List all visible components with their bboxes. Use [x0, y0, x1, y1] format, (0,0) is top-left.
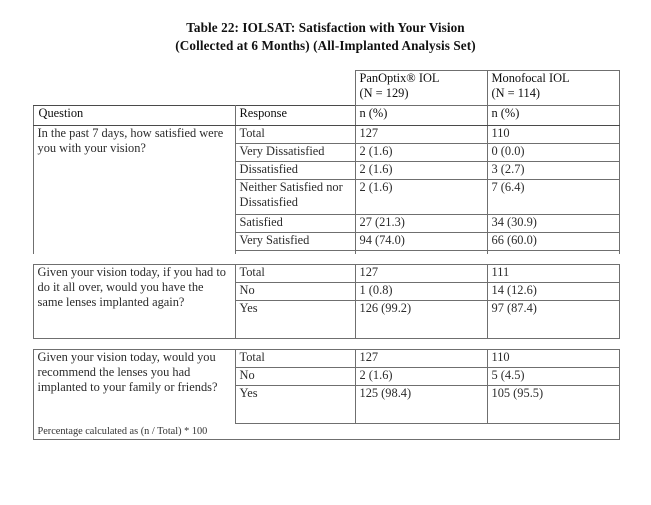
column-header-response: Response	[235, 105, 355, 125]
response-label: Satisfied	[235, 214, 355, 232]
column-header-panoptix	[355, 71, 487, 106]
filler-monofocal	[487, 318, 619, 339]
table-title-line-2: (Collected at 6 Months) (All-Implanted Analysis Set)	[175, 38, 476, 53]
value-monofocal: 110	[487, 349, 619, 367]
column-header-panoptix-name: PanOptix® IOL	[359, 71, 440, 85]
question-text-block-3: Given your vision today, would you recommend the lenses you had implanted to your family or friends?	[33, 349, 235, 423]
value-monofocal: 97 (87.4)	[487, 300, 619, 318]
value-panoptix: 2 (1.6)	[355, 367, 487, 385]
header-spacer-question	[33, 71, 235, 106]
satisfaction-table-block-2	[33, 264, 620, 339]
filler-monofocal	[487, 403, 619, 424]
value-monofocal: 111	[487, 264, 619, 282]
value-monofocal: 5 (4.5)	[487, 367, 619, 385]
table-row	[33, 264, 619, 282]
table-group-header-row	[33, 71, 619, 106]
block-separator	[33, 339, 619, 349]
column-header-unit-panoptix: n (%)	[355, 105, 487, 125]
response-label: Very Dissatisfied	[235, 143, 355, 161]
table-row	[33, 349, 619, 367]
value-panoptix: 2 (1.6)	[355, 161, 487, 179]
question-text-block-2: Given your vision today, if you had to do it all over, would you have the same lenses implanted again?	[33, 264, 235, 338]
response-label: Dissatisfied	[235, 161, 355, 179]
value-panoptix: 126 (99.2)	[355, 300, 487, 318]
value-monofocal: 110	[487, 125, 619, 143]
value-panoptix: 127	[355, 264, 487, 282]
satisfaction-table-block-1	[33, 70, 620, 254]
footnote-text: Percentage calculated as (n / Total) * 100	[33, 423, 619, 439]
response-label: Total	[235, 264, 355, 282]
response-label: Very Satisfied	[235, 232, 355, 250]
table-title	[0, 0, 651, 55]
column-header-question: Question	[33, 105, 235, 125]
value-panoptix: 27 (21.3)	[355, 214, 487, 232]
value-panoptix: 127	[355, 349, 487, 367]
table-column-header-row	[33, 105, 619, 125]
response-label: Yes	[235, 385, 355, 403]
table-area	[33, 55, 619, 440]
response-label: Total	[235, 349, 355, 367]
column-header-monofocal	[487, 71, 619, 106]
response-label: No	[235, 282, 355, 300]
table-title-line-1: Table 22: IOLSAT: Satisfaction with Your Vision	[186, 20, 465, 35]
value-monofocal: 66 (60.0)	[487, 232, 619, 250]
table-footnote-row	[33, 423, 619, 439]
response-label: Yes	[235, 300, 355, 318]
response-label: Neither Satisfied nor Dissatisfied	[235, 179, 355, 214]
column-header-monofocal-n: (N = 114)	[491, 86, 541, 100]
response-label: Total	[235, 125, 355, 143]
filler-panoptix	[355, 403, 487, 424]
value-monofocal: 7 (6.4)	[487, 179, 619, 214]
value-monofocal: 34 (30.9)	[487, 214, 619, 232]
value-panoptix: 2 (1.6)	[355, 179, 487, 214]
value-monofocal: 3 (2.7)	[487, 161, 619, 179]
column-header-monofocal-name: Monofocal IOL	[491, 71, 570, 85]
header-spacer-response	[235, 71, 355, 106]
filler-panoptix	[355, 318, 487, 339]
column-header-unit-monofocal: n (%)	[487, 105, 619, 125]
question-text-block-1: In the past 7 days, how satisfied were you with your vision?	[33, 125, 235, 254]
filler-response	[235, 403, 355, 424]
filler-response	[235, 318, 355, 339]
value-panoptix: 94 (74.0)	[355, 232, 487, 250]
satisfaction-table-block-3	[33, 349, 620, 440]
block-separator	[33, 254, 619, 264]
value-panoptix: 1 (0.8)	[355, 282, 487, 300]
value-panoptix: 2 (1.6)	[355, 143, 487, 161]
response-label: No	[235, 367, 355, 385]
table-row	[33, 125, 619, 143]
value-monofocal: 0 (0.0)	[487, 143, 619, 161]
column-header-panoptix-n: (N = 129)	[359, 86, 409, 100]
value-panoptix: 125 (98.4)	[355, 385, 487, 403]
value-panoptix: 127	[355, 125, 487, 143]
value-monofocal: 14 (12.6)	[487, 282, 619, 300]
value-monofocal: 105 (95.5)	[487, 385, 619, 403]
